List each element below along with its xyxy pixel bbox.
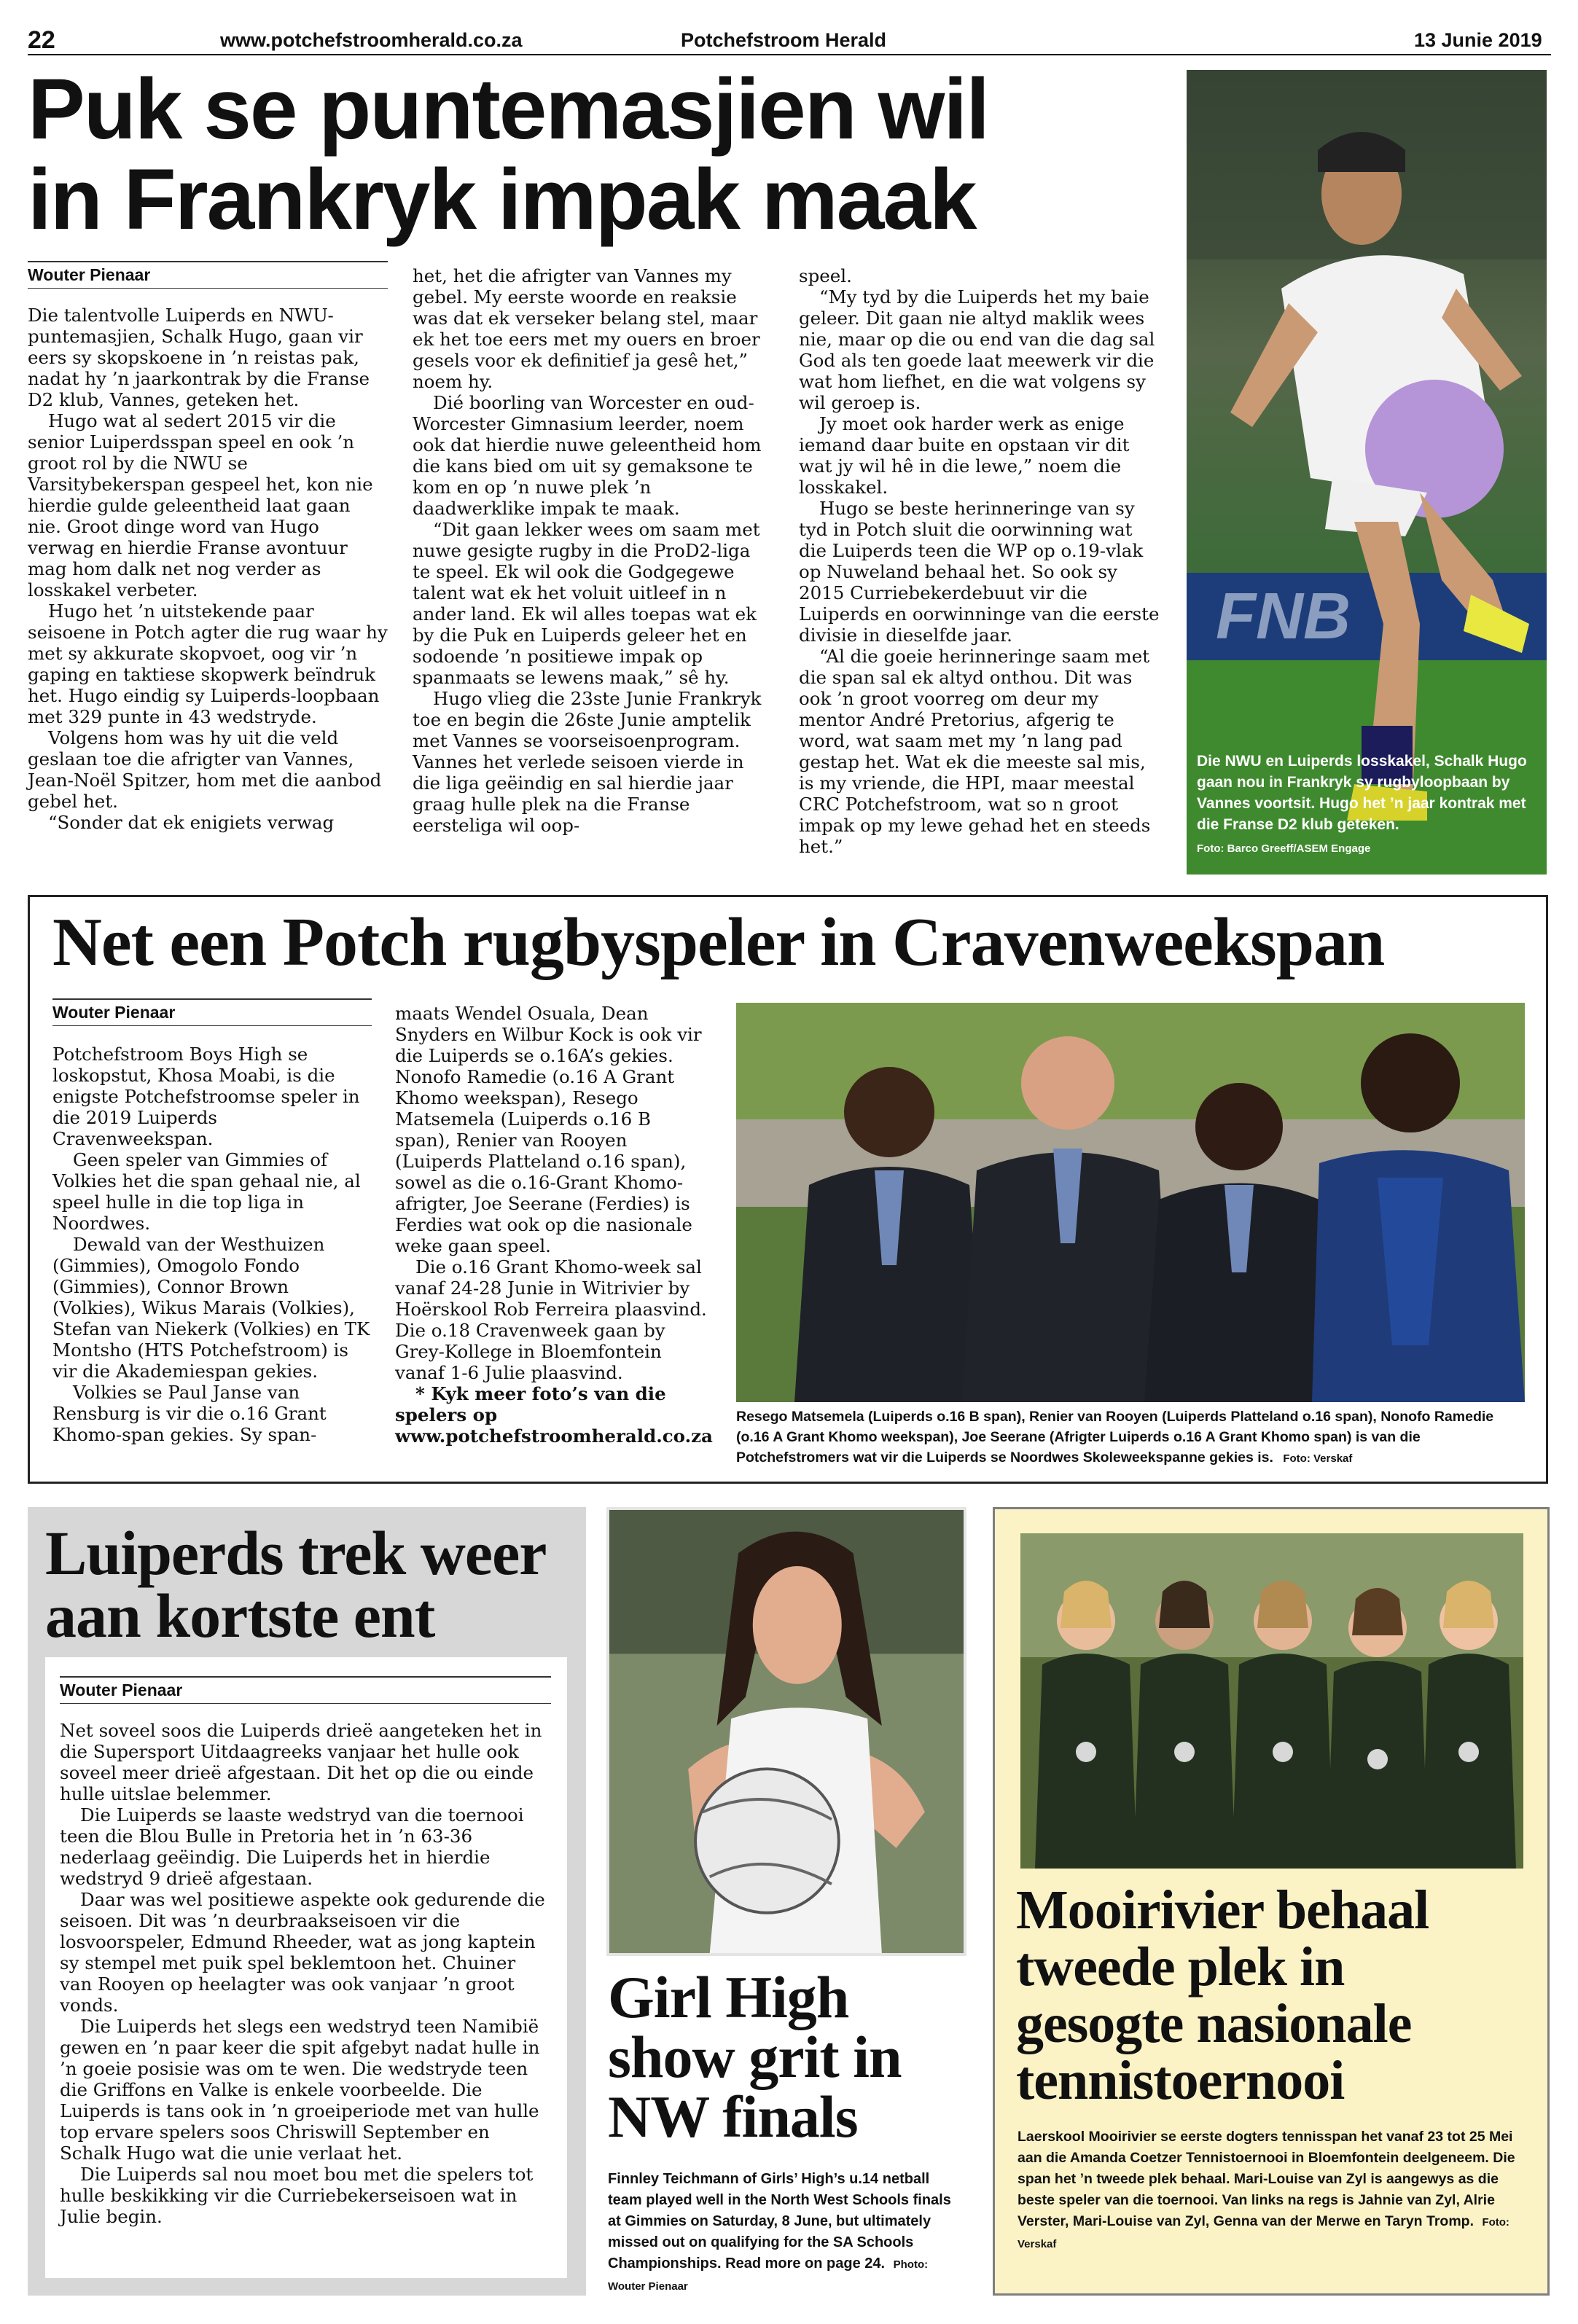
story2-paragraph: Geen speler van Gimmies of Volkies het die span gehaal nie, al speel hulle in die top liga in Noordwes. [52,1149,361,1234]
rugby-photo-credit: Foto: Barco Greeff/ASEM Engage [1197,842,1371,855]
story1-paragraph: “Dit gaan lekker wees om saam met nuwe gesigte rugby in die ProD2-liga te speel. Ek wil ook die Godgegewe talent wat ek het voluit uitleef in n ander land. Ek wil alles toepas wat ek by die Puk en Luiperds geleer het en sodoende ’n positiewe impak op spanmaats se lewens maak,” sê hy. [413,519,760,688]
svg-text:FNB: FNB [1216,580,1351,653]
netball-player-photo [606,1507,966,1956]
story2-more-photos-note: * Kyk meer foto’s van die spelers op www.potchefstroomherald.co.za [395,1383,713,1447]
tennis-photo-caption: Laerskool Mooirivier se eerste dogters tennisspan het vanaf 23 tot 25 Mei aan die Amanda Coetzer Tennistoernooi in Bloemfontein deelgeneem. Die span het ’n tweede plek behaal. Mari-Louise van Zyl is aangewys as die beste speler van die toernooi. Van links na regs is Jahnie van Zyl, Alrie Verster, Mari-Louise van Zyl, Genna van der Merwe en Taryn Tromp. Foto: Verskaf [1018,2129,1515,2250]
story1-paragraph: het, het die afrigter van Vannes my gebel. My eerste woorde en reaksie was dat ek verseker belang stel, maar ek het toe eers met my ouers en broer gesels voor ek definitief ja gesê het,” noem hy. [413,265,760,392]
story1-byline: Wouter Pienaar [28,261,388,289]
story3-paragraph: Die Luiperds sal nou moet bou met die spelers tot hulle beskikking vir die Curriebekerseisoen wat in Julie begin. [60,2164,534,2227]
story2-paragraph: Die o.16 Grant Khomo-week sal vanaf 24-28 Junie in Witrivier by Hoërskool Rob Ferreira plaasvind. Die o.18 Cravenweek gaan by Grey-Kollege in Bloemfontein vanaf 1-6 Julie plaasvind. [395,1256,707,1383]
cravenweek-photo-caption: Resego Matsemela (Luiperds o.16 B span), Renier van Rooyen (Luiperds Platteland o.16 span), Nonofo Ramedie (o.16 A Grant Khomo weekspan), Joe Seerane (Afrigter Luiperds o.16 A Grant Khomo span) is van die Potchefstromers wat vir die Luiperds se Noordwes Skoleweekspanne gekies is. Foto: Verskaf [736,1409,1494,1466]
story1-paragraph: Volgens hom was hy uit die veld geslaan toe die afrigter van Vannes, Jean-Noël Spitzer, hom met die aanbod gebel het. [28,727,382,812]
story5-headline-line3: gesogte nasionale [1016,1993,1412,2054]
netball-photo-credit: Photo: Wouter Pienaar [608,2258,929,2293]
netball-photo-caption: Finnley Teichmann of Girls’ High’s u.14 netball team played well in the North West Schools finals at Gimmies on Saturday, 8 June, but ultimately missed out on qualifying for the SA Schools Championships. Read more on page 24. Photo: Wouter Pienaar [608,2171,951,2293]
issue-date: 13 Junie 2019 [1414,29,1542,51]
story2-paragraph: Volkies se Paul Janse van Rensburg is vir die o.16 Grant Khomo-span gekies. Sy span- [52,1382,327,1445]
story1-paragraph: Dié boorling van Worcester en oud-Worcester Gimnasium leerder, noem ook dat hierdie nuwe geleentheid hom die kans bied om uit sy gemaksone te kom en op ’n nuwe plek ’n daadwerklike impak te maak. [413,392,762,519]
story3-paragraph: Net soveel soos die Luiperds drieë aangeteken het in die Supersport Uitdaagreeks vanjaar het hulle ook soveel meer drieë afgestaan. Dit het op die ou einde hulle uitslae belemmer. [60,1720,542,1804]
story3-headline-line1: Luiperds trek weer [45,1518,547,1588]
publication-name: Potchefstroom Herald [681,29,887,51]
story1-paragraph: Hugo se beste herinneringe van sy tyd in Potch sluit die oorwinning wat die Luiperds teen die WP op o.19-vlak op Nuweland behaal het. So ook sy 2015 Curriebekerdebuut vir die Luiperds en oorwinninge van die eerste divisie in dieselfde jaar. [799,498,1160,646]
story2-paragraph: maats Wendel Osuala, Dean Snyders en Wilbur Kock is ook vir die Luiperds se o.16A’s gekies. Nonofo Ramedie (o.16 A Grant Khomo weekspan), Resego Matsemela (Luiperds o.16 B span), Renier van Rooyen (Luiperds Platteland o.16 span), sowel as die o.16-Grant Khomo-afrigter, Joe Seerane (Ferdies) is Ferdies wat ook op die nasionale weke gaan speel. [395,1003,702,1256]
story1-paragraph: “Sonder dat ek enigiets verwag [48,812,335,833]
story4-headline-line1: Girl High [608,1964,849,2030]
rugby-photo-caption: Die NWU en Luiperds losskakel, Schalk Hugo gaan nou in Frankryk sy rugbyloopbaan by Vannes voortsit. Hugo het ’n jaar kontrak met die Franse D2 klub geteken. Foto: Barco Greeff/ASEM Engage [1197,751,1539,859]
story1-paragraph: Hugo wat al sedert 2015 vir die senior Luiperdsspan speel en ook ’n groot rol by die NWU se Varsitybekerspan gespeel het, kon nie hierdie gulde geleentheid laat gaan nie. Groot dinge word van Hugo verwag en hierdie Franse avontuur mag hom dalk net nog verder as losskakel verbeter. [28,410,373,600]
story1-paragraph: “Al die goeie herinneringe saam met die span sal ek altyd onthou. Dit was ook ’n groot voorreg om deur my mentor André Pretorius, afgerig te word, wat saam met my ’n lang pad gestap het. Wat ek die meeste sal mis, is my vriende, die HPI, maar meestal CRC Potchefstroom, wat so n groot impak op my lewe gehad het en steeds het.” [799,646,1151,857]
story5-headline-line1: Mooirivier behaal [1016,1879,1429,1941]
story4-headline [608,1964,965,2150]
story1-headline-line2: in Frankryk impak maak [28,152,976,248]
cravenweek-photo-credit: Foto: Verskaf [1283,1452,1353,1465]
story2-column-1 [52,1044,372,1445]
story1-paragraph: Die talentvolle Luiperds en NWU-puntemasjien, Schalk Hugo, gaan vir eers sy skopskoene in ’n reistas pak, nadat hy ’n jaarkontrak by die Franse D2 klub, Vannes, geteken het. [28,305,370,410]
story5-headline-line2: tweede plek in [1016,1936,1345,1998]
story5-headline [1016,1879,1541,2111]
story5-headline-line4: tennistoernooi [1016,2050,1345,2111]
story3-paragraph: Daar was wel positiewe aspekte ook gedurende die seisoen. Dit was ’n deurbraakseisoen vir die losvoorspeler, Edmund Rheeder, wat as jong kaptein sy stempel met puik spel beklemtoon het. Chuiner van Rooyen op heelagter was ook vanjaar ’n groot vonds. [60,1889,545,2016]
page-number: 22 [28,26,55,54]
story1-paragraph: Hugo het ’n uitstekende paar seisoene in Potch agter die rug waar hy met sy akkurate skopvoet, oog vir ’n gaping en taktiese skopwerk beïndruk het. Hugo eindig sy Luiperds-loopbaan met 329 punte in 43 wedstryde. [28,600,388,727]
story1-paragraph: speel. [799,265,852,286]
story3-body [60,1720,551,2227]
story3-paragraph: Die Luiperds het slegs een wedstryd teen Namibië gewen en ’n paar keer die spit afgebyt nadat hulle in ’n goeie posisie was om te wen. Die wedstryde teen die Griffons en Valke is enkele voorbeelde. Die Luiperds is tans ook in ’n groeiperiode met van hulle top ervare spelers soos Chriswill September en Schalk Hugo wat die unie verlaat het. [60,2016,540,2164]
story1-paragraph: Hugo vlieg die 23ste Junie Frankryk toe en begin die 26ste Junie amptelik met Vannes se voorseisoenprogram. Vannes het verlede seisoen vierde in die liga geëindig en sal hierdie jaar graag hulle plek na die Franse eersteliga wil oop- [413,688,762,836]
story1-paragraph: “My tyd by die Luiperds het my baie geleer. Dit gaan nie altyd maklik wees nie, maar op die ou end van die dag sal God als ten goede laat meewerk vir die wat hom liefhet, en die wat volgens sy wil geroep is. [799,286,1155,413]
tennis-photo-credit: Foto: Verskaf [1018,2216,1509,2250]
story2-paragraph: Potchefstroom Boys High se loskopstut, Khosa Moabi, is die enigste Potchefstroomse speler in die 2019 Luiperds Cravenweekspan. [52,1044,360,1149]
rugby-kicker-photo [1187,70,1547,875]
story1-paragraph: Jy moet ook harder werk as enige iemand daar buite en opstaan vir dit wat jy wil hê in die lewe,” noem die losskakel. [799,413,1130,498]
story1-column-3 [799,265,1163,857]
story1-headline [28,61,1187,248]
story1-column-1 [28,305,388,833]
story3-paragraph: Die Luiperds se laaste wedstryd van die toernooi teen die Blou Bulle in Pretoria het in ’n 63-36 nederlaag geëindig. Die Luiperds het in hierdie wedstryd 9 drieë afgestaan. [60,1804,524,1889]
story2-byline: Wouter Pienaar [52,998,372,1026]
story2-paragraph: Dewald van der Westhuizen (Gimmies), Omogolo Fondo (Gimmies), Connor Brown (Volkies), Wikus Marais (Volkies), Stefan van Niekerk (Volkies) en TK Montsho (HTS Potchefstroom) is vir die Akademiespan gekies. [52,1234,370,1382]
story1-headline-line1: Puk se puntemasjien wil [28,61,988,157]
story3-byline: Wouter Pienaar [60,1676,551,1704]
story2-headline: Net een Potch rugbyspeler in Cravenweekspan [52,904,1385,980]
header-rule [28,54,1551,55]
tennis-team-photo [1020,1533,1523,1869]
story1-column-2 [413,265,773,836]
story2-column-2 [395,1003,711,1447]
website-url[interactable]: www.potchefstroomherald.co.za [220,29,523,51]
story3-headline-line2: aan kortste ent [45,1581,435,1651]
story3-headline [45,1518,585,1651]
story4-headline-line3: NW finals [608,2084,858,2150]
cravenweek-players-photo [736,1003,1525,1402]
story4-headline-line2: show grit in [608,2024,902,2090]
